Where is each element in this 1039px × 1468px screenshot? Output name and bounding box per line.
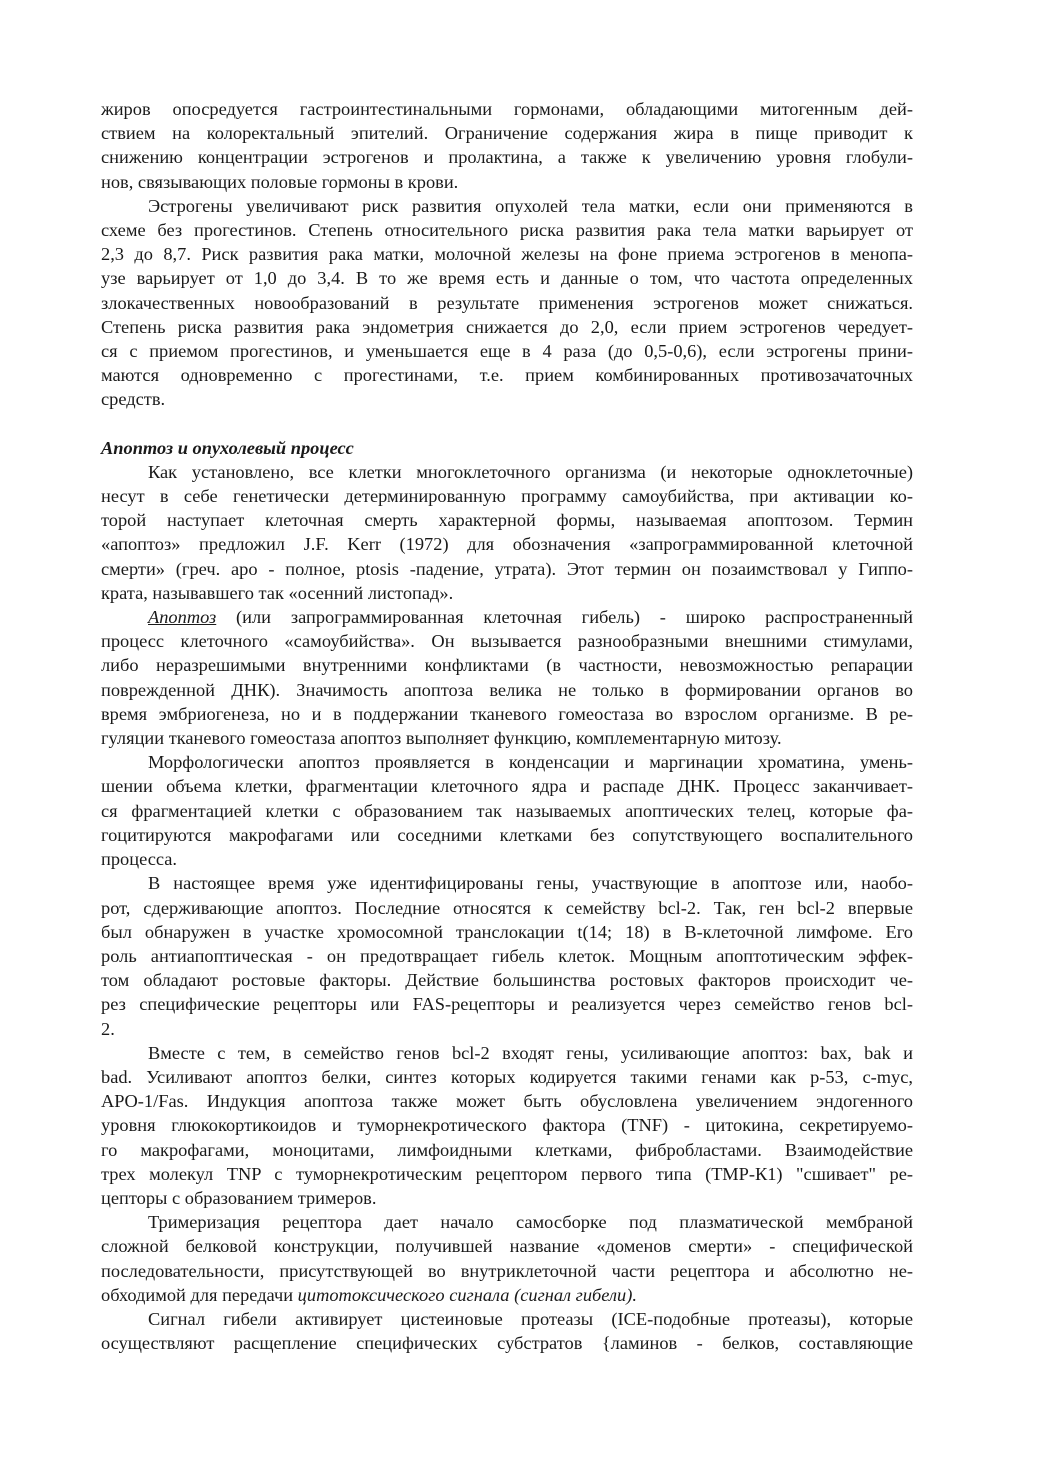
text-line: трех молекул TNP с туморнекротическим рецептором первого типа (ТМР-К1) "сшивает" ре- — [101, 1163, 913, 1184]
text-line: сложной белковой конструкции, получившей название «доменов смерти» - специфической — [101, 1236, 913, 1257]
text-line: Сигнал гибели активирует цистеиновые протеазы (ICE-подобные протеазы), которые — [148, 1308, 913, 1329]
text-line: цепторы с образованием тримеров. — [101, 1187, 377, 1208]
text-run: обходимой для передачи — [101, 1284, 298, 1305]
text-line: либо неразрешимыми внутренними конфликтами (в частности, невозможностью репарации — [101, 655, 913, 676]
text-line: Тримеризация рецептора дает начало самосборке под плазматической мембраной — [148, 1212, 913, 1233]
text-line: злокачественных новообразований в результате применения эстрогенов может снижаться. — [101, 292, 913, 313]
text-line: 2,3 до 8,7. Риск развития рака матки, молочной железы на фоне приема эстрогенов в менопа- — [101, 244, 913, 265]
text-line: схеме без прогестинов. Степень относительного риска развития рака тела матки варьирует от — [101, 220, 913, 241]
text-line: уровня глюкокортикоидов и туморнекротического фактора (TNF) - цитокина, секретируемо- — [101, 1115, 913, 1136]
paragraph-5 — [101, 750, 913, 871]
text-line: ся фрагментацией клетки с образованием так называемых апоптических телец, которые фа- — [101, 800, 913, 821]
text-line: Эстрогены увеличивают риск развития опухолей тела матки, если они применяются в — [148, 195, 913, 216]
text-line: последовательности, присутствующей во внутриклеточной части рецептора и абсолютно не- — [101, 1260, 913, 1281]
text-line: Как установлено, все клетки многоклеточного организма (и некоторые одноклеточные) — [148, 461, 913, 482]
text-line: несут в себе генетически детерминированную программу самоубийства, при активации ко- — [101, 486, 913, 507]
text-line: гуляции тканевого гомеостаза апоптоз выполняет функцию, комплементарную митозу. — [101, 728, 782, 749]
text-run: (или запрограммированная клеточная гибель) - широко распространенный — [216, 607, 913, 628]
text-line: средств. — [101, 389, 166, 410]
text-line: осуществляют расщепление специфических субстратов {ламинов - белков, составляющие — [101, 1333, 913, 1354]
paragraph-2 — [101, 194, 913, 412]
text-line: шении объема клетки, фрагментации клеточного ядра и распаде ДНК. Процесс заканчивает- — [101, 776, 913, 797]
text-line: процесса. — [101, 849, 178, 870]
paragraph-4 — [101, 605, 913, 750]
text-line: снижению концентрации эстрогенов и пролактина, а также к увеличению уровня глобули- — [101, 147, 913, 168]
italic-phrase: цитотоксического сигнала (сигнал гибели). — [297, 1284, 637, 1305]
text-line: Морфологически апоптоз проявляется в конденсации и маргинации хроматина, умень- — [148, 752, 913, 773]
text-line: го макрофагами, моноцитами, лимфоидными клетками, фибробластами. Взаимодействие — [101, 1139, 913, 1160]
text-line — [101, 605, 913, 629]
text-line: время эмбриогенеза, но и в поддержании тканевого гомеостаза во взрослом организме. В ре- — [101, 703, 913, 724]
text-line: рот, сдерживающие апоптоз. Последние относятся к семейству bcl-2. Так, ген bcl-2 впервые — [101, 897, 913, 918]
paragraph-3 — [101, 460, 913, 605]
text-line: жиров опосредуется гастроинтестинальными гормонами, обладающими митогенным дей- — [101, 99, 913, 119]
text-line: смерти» (греч. apo - полное, ptosis -падение, утрата). Этот термин он позаимствовал у Гиппо- — [101, 558, 913, 579]
text-line: рез специфические рецепторы или FAS-рецепторы и реализуется через семейство генов bcl- — [101, 994, 913, 1015]
text-line: том обладают ростовые факторы. Действие большинства ростовых факторов происходит че- — [101, 970, 913, 991]
paragraph-7 — [101, 1041, 913, 1210]
text-line: 2. — [101, 1018, 115, 1039]
text-line: bad. Усиливают апоптоз белки, синтез которых кодируется такими генами как р-53, c-myc, — [101, 1066, 913, 1087]
paragraph-8 — [101, 1210, 913, 1307]
document-page — [101, 97, 913, 1355]
text-line — [101, 1283, 913, 1307]
text-line: «апоптоз» предложил J.F. Kerr (1972) для обозначения «запрограммированной клеточной — [101, 534, 913, 555]
text-line: торой наступает клеточная смерть характерной формы, называемая апоптозом. Термин — [101, 510, 913, 531]
text-line: крата, называвшего так «осенний листопад». — [101, 582, 454, 603]
text-line: был обнаружен в участке хромосомной транслокации t(14; 18) в В-клеточной лимфоме. Его — [101, 921, 913, 942]
text-line: поврежденной ДНК). Значимость апоптоза велика не только в формировании органов во — [101, 679, 913, 700]
text-line: В настоящее время уже идентифицированы гены, участвующие в апоптозе или, наобо- — [148, 873, 913, 894]
text-line: APO-1/Fas. Индукция апоптоза также может быть обусловлена увеличением эндогенного — [101, 1091, 913, 1112]
text-line: процесс клеточного «самоубийства». Он вызывается разнообразными внешними стимулами, — [101, 631, 913, 652]
text-line: узе варьирует от 1,0 до 3,4. В то же время есть и данные о том, что частота определенных — [101, 268, 913, 289]
section-heading: Апоптоз и опухолевый процесс — [101, 437, 354, 458]
term-apoptosis: Апоптоз — [148, 607, 217, 628]
text-line: гоцитируются макрофагами или соседними клетками без сопутствующего воспалительного — [101, 824, 913, 845]
text-line: нов, связывающих половые гормоны в крови. — [101, 171, 459, 192]
paragraph-9 — [101, 1307, 913, 1355]
text-line: ствием на колоректальный эпителий. Ограничение содержания жира в пище приводит к — [101, 123, 913, 144]
text-line: роль антиапоптическая - он предотвращает гибель клеток. Мощным апоптотическим эффек- — [101, 945, 913, 966]
text-line: Вместе с тем, в семейство генов bcl-2 входят гены, усиливающие апоптоз: bax, bak и — [148, 1042, 913, 1063]
paragraph-1 — [101, 97, 913, 194]
text-line: Степень риска развития рака эндометрия снижается до 2,0, если прием эстрогенов чередует- — [101, 316, 913, 337]
paragraph-6 — [101, 871, 913, 1040]
text-line: ся с приемом прогестинов, и уменьшается еще в 4 раза (до 0,5-0,6), если эстрогены прини- — [101, 341, 913, 362]
text-line: маются одновременно с прогестинами, т.е. прием комбинированных противозачаточных — [101, 365, 913, 386]
